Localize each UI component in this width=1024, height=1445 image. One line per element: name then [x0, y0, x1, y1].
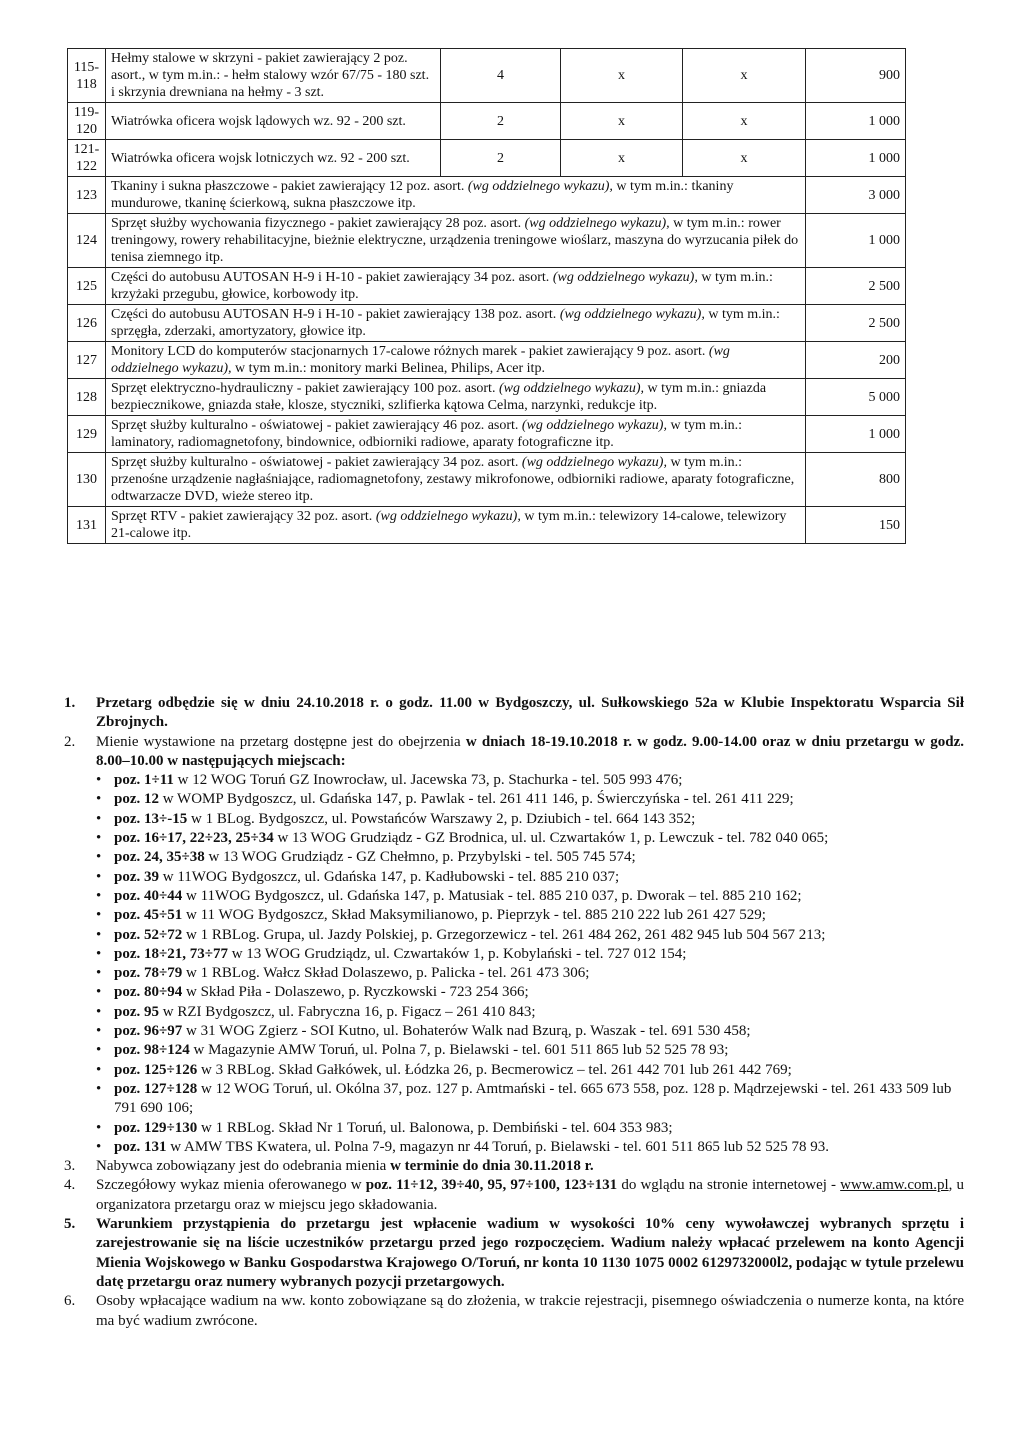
- location-positions: poz. 1÷11: [114, 772, 174, 789]
- table-row: [68, 103, 906, 140]
- location-positions: poz. 16÷17, 22÷23, 25÷34: [114, 830, 274, 847]
- item-number: 127: [68, 342, 106, 379]
- table-row: [68, 177, 906, 214]
- location-positions: poz. 39: [114, 868, 159, 885]
- location-positions: poz. 24, 35÷38: [114, 849, 205, 866]
- note-text-bold: w terminie do dnia 30.11.2018 r.: [390, 1158, 594, 1175]
- item-description: Sprzęt elektryczno-hydrauliczny - pakiet zawierający 100 poz. asort. (wg oddzielnego wykazu), w tym m.in.: gniazda bezpiecznikowe, gniazda stałe, klosze, styczniki, szlifierka kątowa Celma, narzynki, redukcje itp.: [106, 379, 806, 416]
- item-quantity: 2: [441, 103, 561, 140]
- location-item: [96, 1003, 964, 1022]
- note-number: 5.: [64, 1216, 76, 1233]
- note-2: [64, 733, 964, 772]
- item-description: Sprzęt RTV - pakiet zawierający 32 poz. asort. (wg oddzielnego wykazu), w tym m.in.: telewizory 14-calowe, telewizory 21-calowe itp.: [106, 507, 806, 544]
- table-row: [68, 342, 906, 379]
- note-3: [64, 1157, 964, 1176]
- location-positions: poz. 131: [114, 1138, 167, 1155]
- location-positions: poz. 52÷72: [114, 926, 183, 943]
- location-details: w 12 WOG Toruń GZ Inowrocław, ul. Jacewska 73, p. Stachurka - tel. 505 993 476;: [173, 772, 683, 789]
- item-number: 115- 118: [68, 49, 106, 103]
- item-value: 5 000: [806, 379, 906, 416]
- note-number: 2.: [64, 733, 76, 750]
- location-details: w 3 RBLog. Skład Gałkówek, ul. Łódzka 26, p. Becmerowicz – tel. 261 442 701 lub 261 442 769;: [197, 1061, 792, 1078]
- location-positions: poz. 80÷94: [114, 984, 183, 1001]
- note-text: Warunkiem przystąpienia do przetargu jest wpłacenie wadium w wysokości 10% ceny wywoławczej wybranych sprzętu i zarejestrowanie się na liście uczestników przetargu przed jego rozpoczęciem. Wadium należy wpłacać przelewem na konto Agencji Mienia Wojskowego w Banku Gospodarstwa Krajowego O/Toruń, nr konta 10 1130 1075 0002 6129732000l2, podając w tytule przelewu datę przetargu oraz numery wybranych pozycji przetargowych.: [96, 1216, 964, 1290]
- item-col-c: x: [683, 103, 806, 140]
- item-col-b: x: [561, 140, 683, 177]
- item-number: 119- 120: [68, 103, 106, 140]
- note-number: 4.: [64, 1177, 76, 1194]
- location-positions: poz. 12: [114, 791, 159, 808]
- note-number: 3.: [64, 1158, 76, 1175]
- note-1: [64, 694, 964, 733]
- item-description: Części do autobusu AUTOSAN H-9 i H-10 - pakiet zawierający 138 poz. asort. (wg oddzielnego wykazu), w tym m.in.: sprzęgła, zderzaki, amortyzatory, głowice itp.: [106, 305, 806, 342]
- location-item: [96, 868, 964, 887]
- note-text: do wglądu na stronie internetowej -: [617, 1177, 841, 1194]
- location-item: [96, 829, 964, 848]
- note-6: [64, 1292, 964, 1331]
- location-item: [96, 848, 964, 867]
- location-item: [96, 926, 964, 945]
- location-item: [96, 1080, 964, 1119]
- location-details: w 1 RBLog. Skład Nr 1 Toruń, ul. Balonowa, p. Dembiński - tel. 604 353 983;: [197, 1119, 673, 1136]
- table-row: [68, 305, 906, 342]
- note-text: Osoby wpłacające wadium na ww. konto zobowiązane są do złożenia, w trakcie rejestracji, pisemnego oświadczenia o numerze konta, na które ma być wadium zwrócone.: [96, 1293, 964, 1329]
- location-positions: poz. 98÷124: [114, 1042, 190, 1059]
- item-description: Sprzęt służby kulturalno - oświatowej - pakiet zawierający 34 poz. asort. (wg oddzielnego wykazu), w tym m.in.: przenośne urządzenie nagłaśniające, radiomagnetofony, zestawy mikrofonowe, odbiorniki radiowe, aparaty fotograficzne, odtwarzacze DVD, wieże stereo itp.: [106, 453, 806, 507]
- item-number: 126: [68, 305, 106, 342]
- item-number: 121- 122: [68, 140, 106, 177]
- item-col-b: x: [561, 103, 683, 140]
- location-details: w 13 WOG Grudziądz, ul. Czwartaków 1, p. Kobylański - tel. 727 012 154;: [227, 945, 687, 962]
- table-row: [68, 214, 906, 268]
- location-positions: poz. 129÷130: [114, 1119, 198, 1136]
- location-positions: poz. 40÷44: [114, 887, 183, 904]
- location-details: w 12 WOG Toruń, ul. Okólna 37, poz. 127 p. Amtmański - tel. 665 673 558, poz. 128 p. Mądrzejewski - tel. 261 433 509 lub 791 690 106;: [114, 1080, 952, 1117]
- item-value: 3 000: [806, 177, 906, 214]
- website-link[interactable]: www.amw.com.pl: [840, 1177, 949, 1194]
- item-value: 1 000: [806, 416, 906, 453]
- note-text-bold: w dniach 18-19.10.2018 r. w godz. 9.00-14.00 oraz w dniu przetargu w godz. 8.00–10.00 w następujących miejscach:: [96, 733, 964, 769]
- item-value: 2 500: [806, 268, 906, 305]
- location-positions: poz. 125÷126: [114, 1061, 198, 1078]
- location-details: w Magazynie AMW Toruń, ul. Polna 7, p. Bielawski - tel. 601 511 865 lub 52 525 78 93;: [189, 1042, 729, 1059]
- table-row: [68, 416, 906, 453]
- location-positions: poz. 18÷21, 73÷77: [114, 945, 228, 962]
- location-details: w RZI Bydgoszcz, ul. Fabryczna 16, p. Figacz – 261 410 843;: [159, 1003, 536, 1020]
- table-row: [68, 268, 906, 305]
- item-quantity: 2: [441, 140, 561, 177]
- note-5: [64, 1215, 964, 1292]
- location-details: w 13 WOG Grudziądz - GZ Chełmno, p. Przybylski - tel. 505 745 574;: [204, 849, 636, 866]
- note-text: Mienie wystawione na przetarg dostępne jest do obejrzenia: [96, 733, 466, 750]
- item-number: 124: [68, 214, 106, 268]
- location-item: [96, 1138, 964, 1157]
- location-item: [96, 1119, 964, 1138]
- location-details: w Skład Piła - Dolaszewo, p. Ryczkowski - 723 254 366;: [182, 984, 529, 1001]
- items-table: [67, 48, 906, 544]
- note-text: Szczegółowy wykaz mienia oferowanego w: [96, 1177, 366, 1194]
- location-positions: poz. 127÷128: [114, 1080, 198, 1097]
- item-quantity: 4: [441, 49, 561, 103]
- item-value: 1 000: [806, 214, 906, 268]
- item-value: 2 500: [806, 305, 906, 342]
- item-description: Części do autobusu AUTOSAN H-9 i H-10 - pakiet zawierający 34 poz. asort. (wg oddzielnego wykazu), w tym m.in.: krzyżaki przegubu, głowice, korbowody itp.: [106, 268, 806, 305]
- location-positions: poz. 96÷97: [114, 1023, 183, 1040]
- table-row: [68, 49, 906, 103]
- table-row: [68, 140, 906, 177]
- location-positions: poz. 95: [114, 1003, 159, 1020]
- item-number: 130: [68, 453, 106, 507]
- location-details: w 31 WOG Zgierz - SOI Kutno, ul. Bohaterów Walk nad Bzurą, p. Waszak - tel. 691 530 458;: [182, 1023, 751, 1040]
- location-details: w 1 RBLog. Wałcz Skład Dolaszewo, p. Palicka - tel. 261 473 306;: [182, 965, 590, 982]
- location-item: [96, 964, 964, 983]
- item-value: 150: [806, 507, 906, 544]
- location-details: w WOMP Bydgoszcz, ul. Gdańska 147, p. Pawlak - tel. 261 411 146, p. Świerczyńska - tel. 261 411 229;: [159, 791, 794, 808]
- location-positions: poz. 45÷51: [114, 907, 183, 924]
- item-description: Sprzęt służby wychowania fizycznego - pakiet zawierający 28 poz. asort. (wg oddzielnego wykazu), w tym m.in.: rower treningowy, rowery rehabilitacyjne, bieżnie elektryczne, urządzenia treningowe wioślarz, maszyna do wyrzucania piłek do tenisa ziemnego itp.: [106, 214, 806, 268]
- item-number: 131: [68, 507, 106, 544]
- location-details: w 1 RBLog. Grupa, ul. Jazdy Polskiej, p. Grzegorzewicz - tel. 261 484 262, 261 482 945 lub 504 567 213;: [182, 926, 826, 943]
- location-details: w 11 WOG Bydgoszcz, Skład Maksymilianowo, p. Pieprzyk - tel. 885 210 222 lub 261 427 529;: [182, 907, 766, 924]
- item-number: 123: [68, 177, 106, 214]
- item-description: Wiatrówka oficera wojsk lądowych wz. 92 - 200 szt.: [106, 103, 441, 140]
- item-value: 200: [806, 342, 906, 379]
- table-row: [68, 507, 906, 544]
- table-row: [68, 453, 906, 507]
- location-details: w 11WOG Bydgoszcz, ul. Gdańska 147, p. Kadłubowski - tel. 885 210 037;: [159, 868, 620, 885]
- item-number: 128: [68, 379, 106, 416]
- note-4: [64, 1176, 964, 1215]
- location-item: [96, 1041, 964, 1060]
- items-table-body: [68, 49, 906, 544]
- location-details: w 11WOG Bydgoszcz, ul. Gdańska 147, p. Matusiak - tel. 885 210 037, p. Dworak – tel. 885 210 162;: [182, 887, 802, 904]
- item-description: Wiatrówka oficera wojsk lotniczych wz. 92 - 200 szt.: [106, 140, 441, 177]
- location-positions: poz. 78÷79: [114, 965, 183, 982]
- note-text-bold: poz. 11÷12, 39÷40, 95, 97÷100, 123÷131: [365, 1177, 618, 1194]
- item-col-c: x: [683, 49, 806, 103]
- location-details: w AMW TBS Kwatera, ul. Polna 7-9, magazyn nr 44 Toruń, p. Bielawski - tel. 601 511 865 lub 52 525 78 93.: [166, 1138, 829, 1155]
- note-text: Nabywca zobowiązany jest do odebrania mienia: [96, 1158, 391, 1175]
- note-number: 6.: [64, 1293, 76, 1310]
- note-text: Przetarg odbędzie się w dniu 24.10.2018 r. o godz. 11.00 w Bydgoszczy, ul. Sułkowskiego 52a w Klubie Inspektoratu Wsparcia Sił Zbrojnych.: [96, 695, 964, 731]
- item-description: Monitory LCD do komputerów stacjonarnych 17-calowe różnych marek - pakiet zawierający 9 poz. asort. (wg oddzielnego wykazu), w tym m.in.: monitory marki Belinea, Philips, Acer itp.: [106, 342, 806, 379]
- item-value: 1 000: [806, 103, 906, 140]
- location-positions: poz. 13÷-15: [114, 810, 188, 827]
- note-number: 1.: [64, 695, 76, 711]
- item-number: 125: [68, 268, 106, 305]
- location-item: [96, 771, 964, 790]
- item-description: Hełmy stalowe w skrzyni - pakiet zawierający 2 poz. asort., w tym m.in.: - hełm stalowy wzór 67/75 - 180 szt. i skrzynia drewniana na hełmy - 3 szt.: [106, 49, 441, 103]
- note-text: , u organizatora przetargu oraz w miejscu jego składowania.: [96, 1177, 964, 1213]
- item-number: 129: [68, 416, 106, 453]
- item-value: 800: [806, 453, 906, 507]
- location-item: [96, 1022, 964, 1041]
- item-col-b: x: [561, 49, 683, 103]
- item-col-c: x: [683, 140, 806, 177]
- location-item: [96, 945, 964, 964]
- item-description: Sprzęt służby kulturalno - oświatowej - pakiet zawierający 46 poz. asort. (wg oddzielnego wykazu), w tym m.in.: laminatory, radiomagnetofony, bindownice, odbiorniki radiowe, aparaty fotograficzne itp.: [106, 416, 806, 453]
- item-description: Tkaniny i sukna płaszczowe - pakiet zawierający 12 poz. asort. (wg oddzielnego wykazu), w tym m.in.: tkaniny mundurowe, tkaninę ścierkową, sukna płaszczowe itp.: [106, 177, 806, 214]
- item-value: 900: [806, 49, 906, 103]
- location-details: w 13 WOG Grudziądz - GZ Brodnica, ul. ul. Czwartaków 1, p. Lewczuk - tel. 782 040 065;: [273, 830, 829, 847]
- location-item: [96, 810, 964, 829]
- location-item: [96, 983, 964, 1002]
- table-row: [68, 379, 906, 416]
- location-item: [96, 906, 964, 925]
- location-item: [96, 1061, 964, 1080]
- location-details: w 1 BLog. Bydgoszcz, ul. Powstańców Warszawy 2, p. Dziubich - tel. 664 143 352;: [187, 810, 696, 827]
- location-item: [96, 887, 964, 906]
- notes-section: [64, 694, 964, 1331]
- location-item: [96, 790, 964, 809]
- location-list: [64, 771, 964, 1157]
- item-value: 1 000: [806, 140, 906, 177]
